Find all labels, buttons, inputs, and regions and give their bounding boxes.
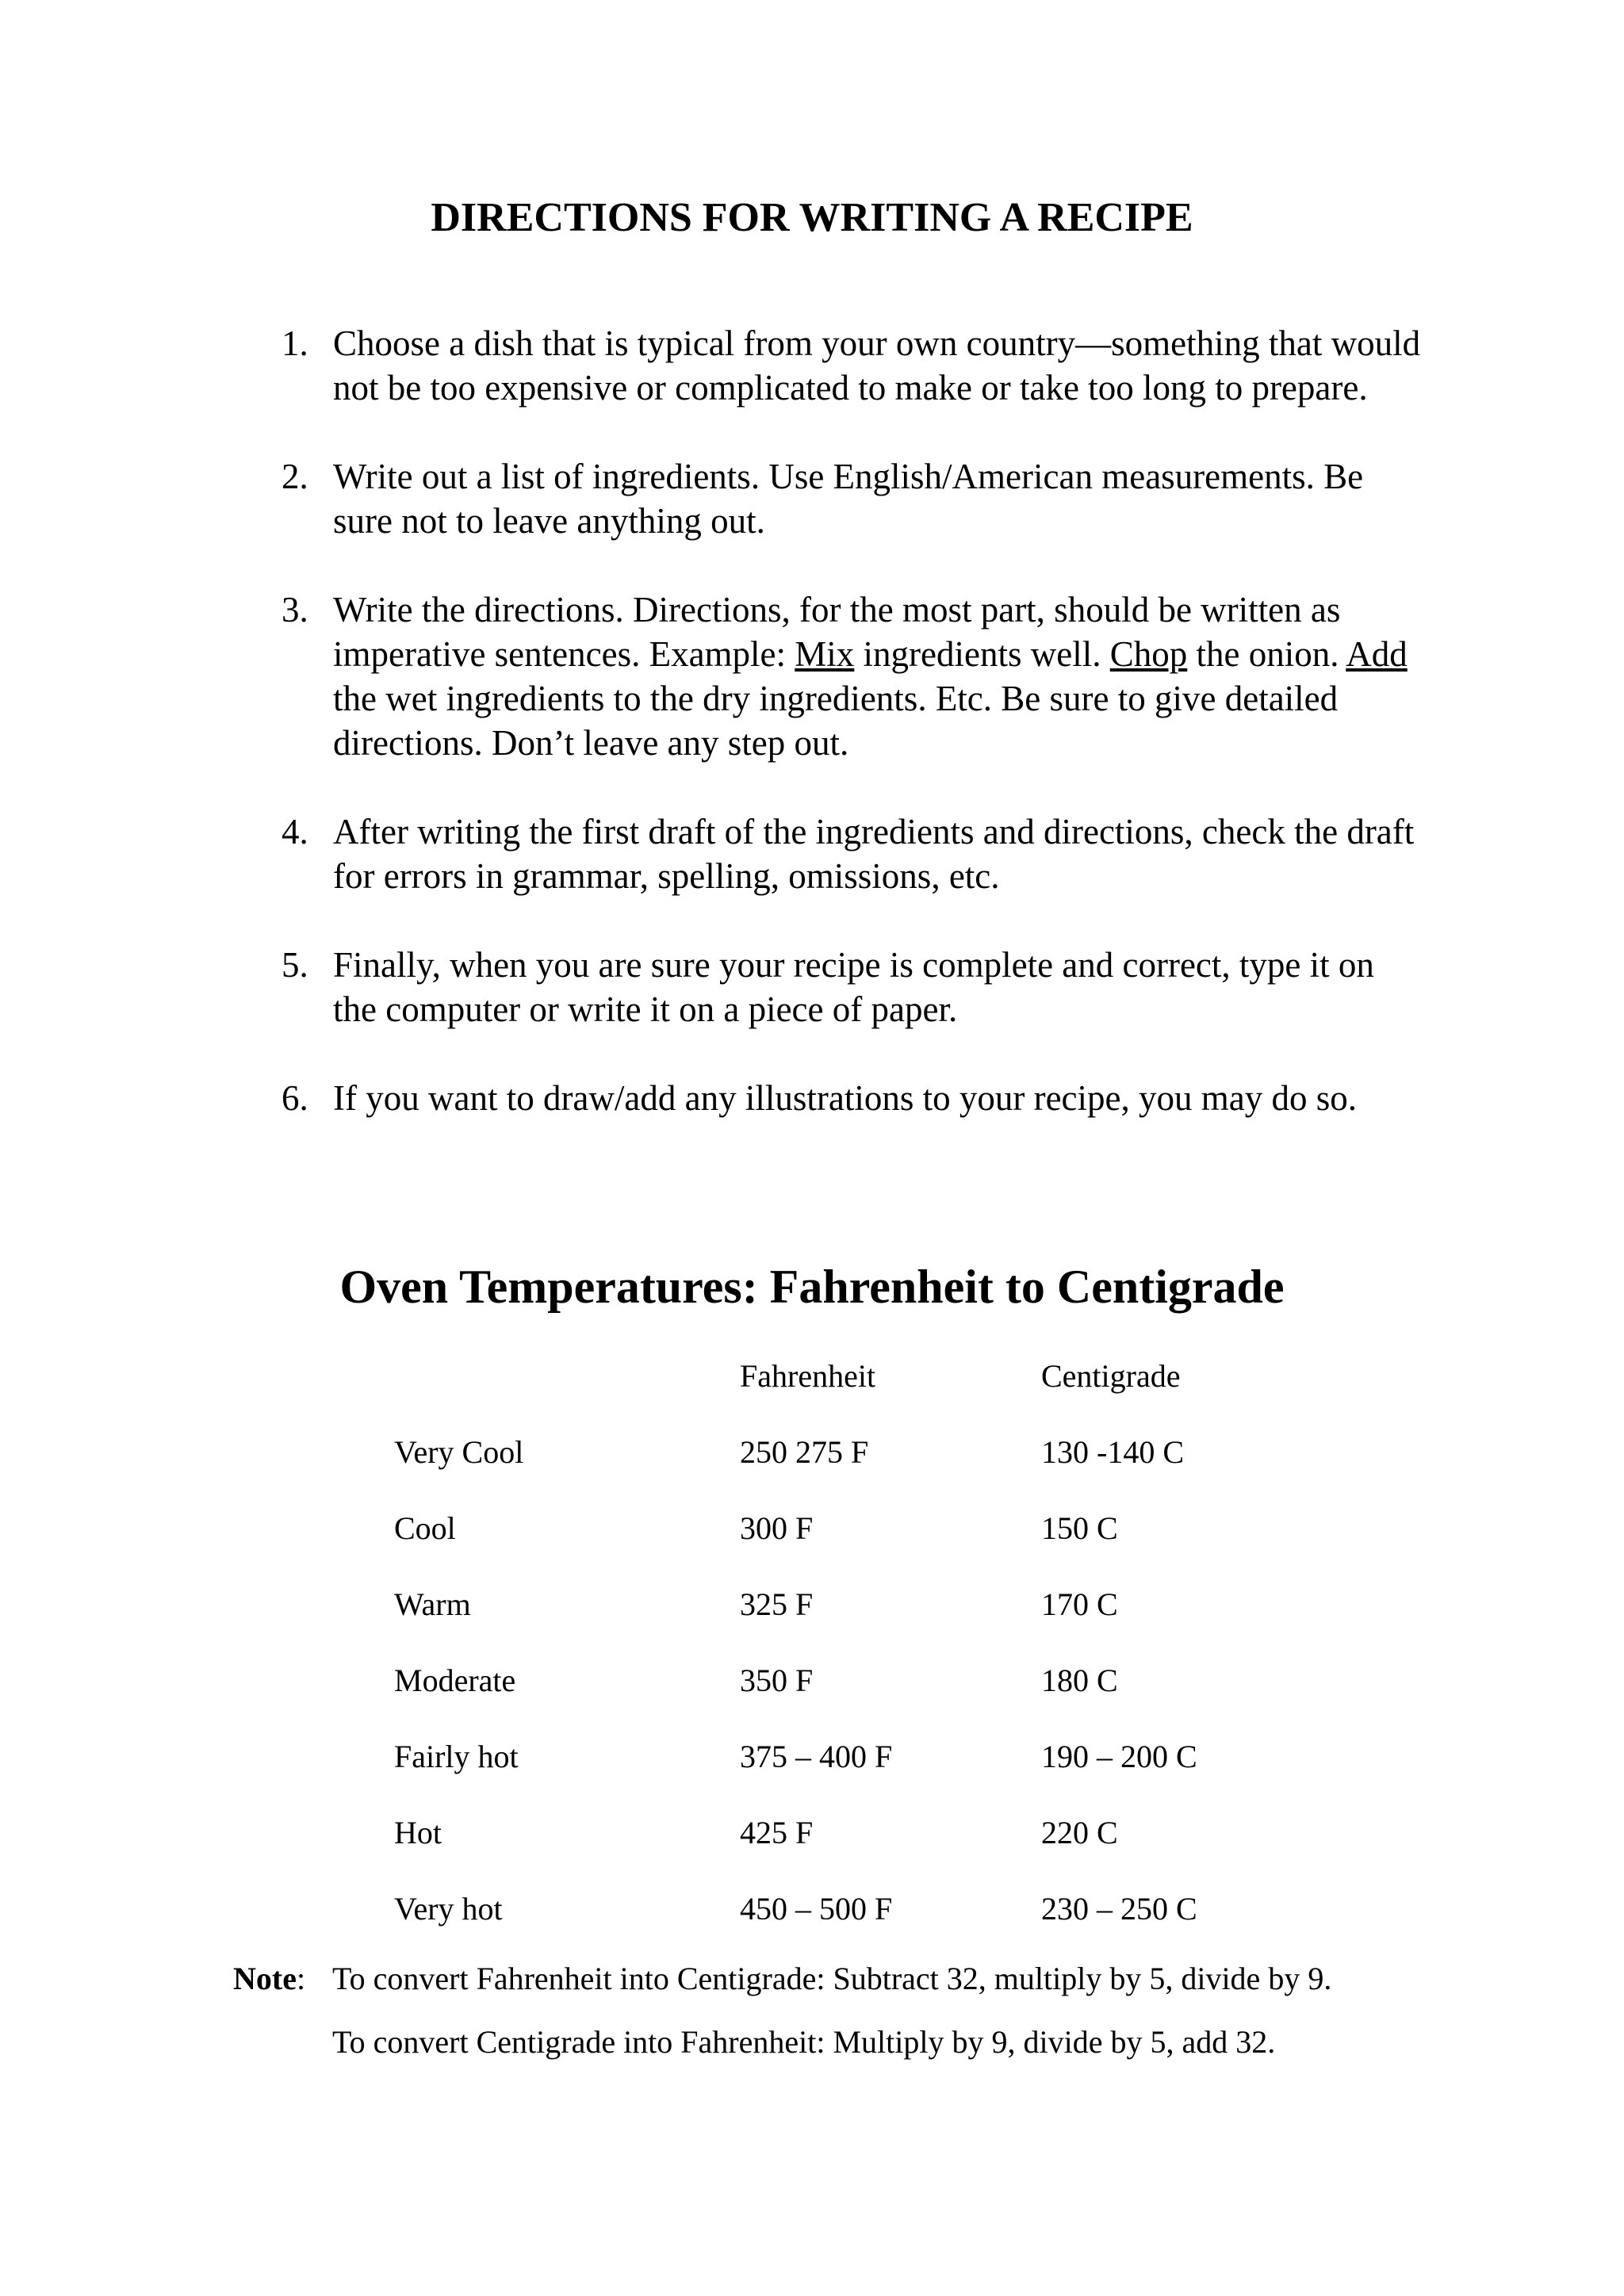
list-item bbox=[282, 1076, 1423, 1120]
page-title: DIRECTIONS FOR WRITING A RECIPE bbox=[431, 195, 1193, 240]
header-fahrenheit: Fahrenheit bbox=[740, 1358, 876, 1394]
row-fahrenheit: 350 F bbox=[740, 1663, 814, 1698]
list-item bbox=[282, 809, 1423, 898]
row-centigrade: 170 C bbox=[1041, 1586, 1118, 1622]
row-label: Cool bbox=[394, 1510, 456, 1546]
row-label: Moderate bbox=[394, 1663, 516, 1698]
row-centigrade: 220 C bbox=[1041, 1815, 1118, 1850]
row-fahrenheit: 325 F bbox=[740, 1586, 814, 1622]
note-label-colon: : bbox=[296, 1961, 306, 1996]
list-item-text: Finally, when you are sure your recipe is complete and correct, type it on the computer or write it on a piece of paper. bbox=[333, 945, 1374, 1029]
note-line-f-to-c: To convert Fahrenheit into Centigrade: Subtract 32, multiply by 5, divide by 9. bbox=[332, 1961, 1332, 1996]
row-fahrenheit: 250 275 F bbox=[740, 1434, 869, 1470]
list-item bbox=[282, 587, 1423, 765]
row-label: Fairly hot bbox=[394, 1739, 519, 1774]
row-fahrenheit: 300 F bbox=[740, 1510, 814, 1546]
header-centigrade: Centigrade bbox=[1041, 1358, 1181, 1394]
list-item-number: 4. bbox=[282, 812, 308, 851]
list-item-text: After writing the first draft of the ingredients and directions, check the draft for errors in grammar, spelling, omissions, etc. bbox=[333, 812, 1415, 896]
list-item-text: If you want to draw/add any illustrations to your recipe, you may do so. bbox=[333, 1078, 1357, 1118]
text-segment: Write the directions. Directions, for the most part, should be written as imperative sentences. Example: bbox=[333, 590, 1341, 674]
list-item-number: 2. bbox=[282, 457, 308, 496]
list-item-text: Choose a dish that is typical from your own country—something that would not be too expensive or complicated to make or take too long to prepare. bbox=[333, 323, 1421, 408]
list-item-number: 5. bbox=[282, 945, 308, 985]
row-centigrade: 230 – 250 C bbox=[1041, 1891, 1197, 1927]
row-fahrenheit: 425 F bbox=[740, 1815, 814, 1850]
row-label: Very Cool bbox=[394, 1434, 524, 1470]
note-label-text: Note bbox=[233, 1961, 297, 1996]
row-label: Hot bbox=[394, 1815, 442, 1850]
row-label: Warm bbox=[394, 1586, 471, 1622]
row-centigrade: 180 C bbox=[1041, 1663, 1118, 1698]
underlined-verb-mix: Mix bbox=[795, 634, 855, 674]
directions-list bbox=[282, 321, 1423, 1165]
list-item-number: 1. bbox=[282, 323, 308, 363]
list-item bbox=[282, 943, 1423, 1031]
list-item-text: Write out a list of ingredients. Use English/American measurements. Be sure not to leave anything out. bbox=[333, 457, 1364, 541]
row-label: Very hot bbox=[394, 1891, 503, 1927]
note-label bbox=[233, 1960, 305, 1998]
row-centigrade: 150 C bbox=[1041, 1510, 1118, 1546]
text-segment: ingredients well. bbox=[854, 634, 1110, 674]
row-fahrenheit: 375 – 400 F bbox=[740, 1739, 893, 1774]
list-item bbox=[282, 321, 1423, 410]
list-item bbox=[282, 454, 1423, 543]
text-segment: the onion. bbox=[1187, 634, 1346, 674]
row-centigrade: 130 -140 C bbox=[1041, 1434, 1184, 1470]
list-item-number: 3. bbox=[282, 590, 308, 629]
note-line-c-to-f: To convert Centigrade into Fahrenheit: Multiply by 9, divide by 5, add 32. bbox=[332, 2024, 1276, 2060]
row-fahrenheit: 450 – 500 F bbox=[740, 1891, 893, 1927]
list-item-number: 6. bbox=[282, 1078, 308, 1118]
list-item-text bbox=[333, 587, 1423, 765]
underlined-verb-add: Add bbox=[1346, 634, 1408, 674]
underlined-verb-chop: Chop bbox=[1109, 634, 1188, 674]
text-segment: the wet ingredients to the dry ingredients. Etc. Be sure to give detailed directions. Don’t leave any step out. bbox=[333, 679, 1339, 763]
oven-temperatures-title: Oven Temperatures: Fahrenheit to Centigrade bbox=[339, 1261, 1285, 1313]
row-centigrade: 190 – 200 C bbox=[1041, 1739, 1197, 1774]
